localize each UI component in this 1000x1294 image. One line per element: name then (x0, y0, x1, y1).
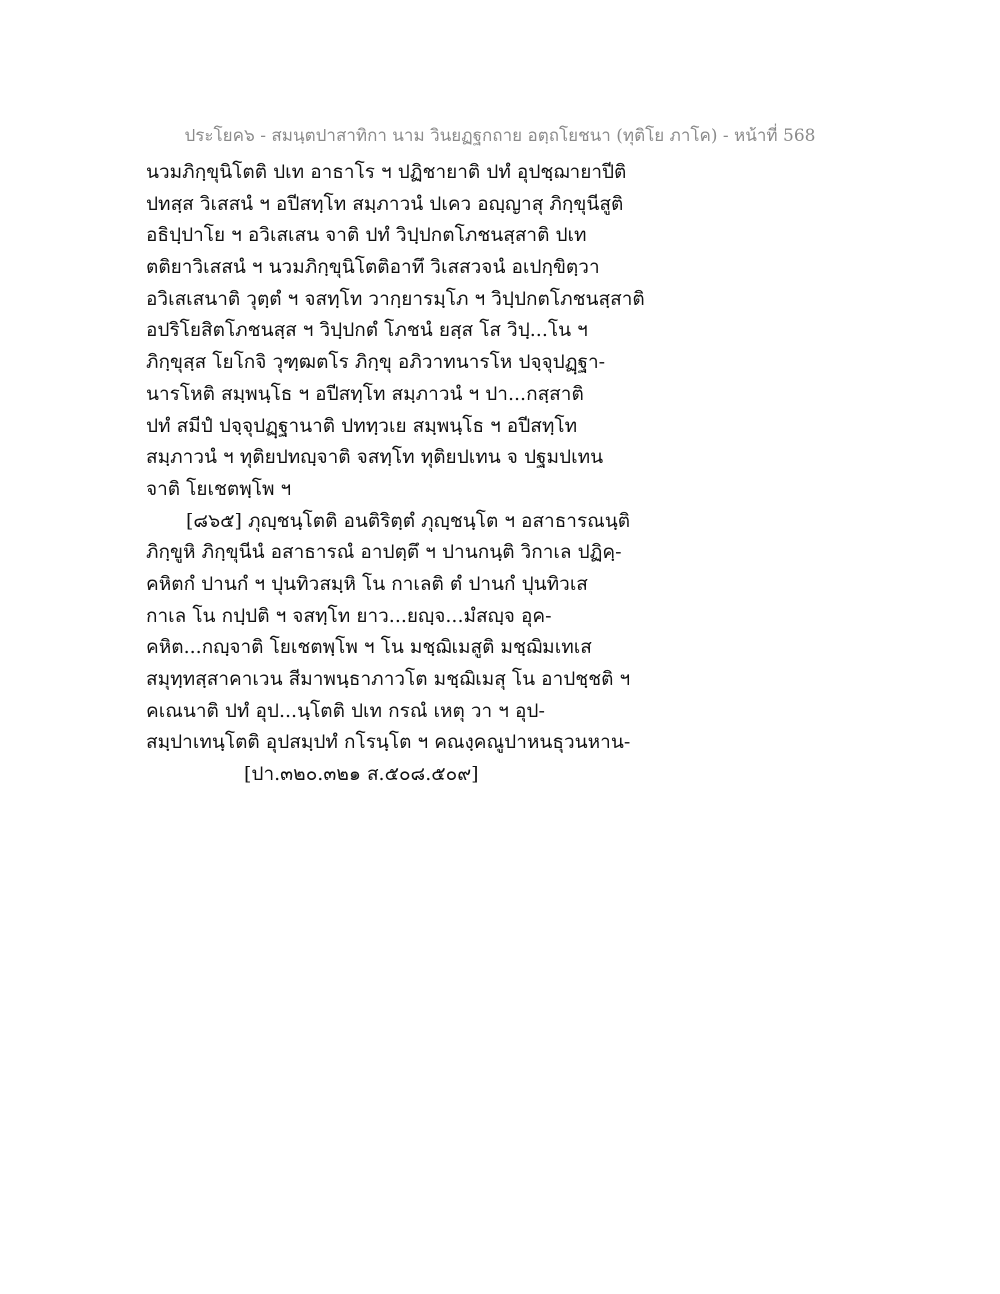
text-line: อปริโยสิตโภชนสฺส ฯ วิปฺปกตํ โภชนํ ยสฺส โส วิปฺ...โน ฯ (146, 319, 588, 342)
page-header: ประโยค๖ - สมนฺตปาสาทิกา นาม วินยฏฐกถาย อตฺถโยชนา (ทุติโย ภาโค) - หน้าที่ 568 (184, 126, 816, 146)
text-line: อธิปฺปาโย ฯ อวิเสเสน จาติ ปทํ วิปฺปกตโภชนสฺสาติ ปเท (146, 224, 587, 247)
text-line: ปทํ สมีปํ ปจฺจุปฏฺฐานาติ ปททฺวเย สมฺพนฺโธ ฯ อปีสทฺโท (146, 414, 578, 437)
reference-line: [ปา.๓๒๐.๓๒๑ ส.๕๐๘.๕๐๙] (244, 763, 479, 786)
paragraph-start-line: [๘๖๕] ภุญฺชนฺโตติ อนติริตฺตํ ภุญฺชนฺโต ฯ อสาธารณนฺติ (186, 509, 631, 532)
text-line: คหิต...กญฺจาติ โยเชตพฺโพ ฯ โน มชฺฌิเมสูติ มชฺฌิมเทเส (146, 636, 592, 659)
text-line: นวมภิกฺขุนิโตติ ปเท อาธาโร ฯ ปฏิชายาติ ปทํ อุปชฺฌายาปีติ (146, 161, 627, 183)
text-line: ภิกฺขูหิ ภิกฺขุนีนํ อสาธารณํ อาปตฺตึ ฯ ปานกนฺติ วิกาเล ปฏิคฺ- (146, 541, 622, 564)
text-line: สมุทฺทสฺสาคาเวน สีมาพนฺธาภาวโต มชฺฌิเมสุ โน อาปชฺชติ ฯ (146, 668, 631, 690)
text-line: คเณนาติ ปทํ อุป...นฺโตติ ปเท กรณํ เหตุ วา ฯ อุป- (146, 699, 545, 722)
text-line: คหิตกํ ปานกํ ฯ ปุนทิวสมฺหิ โน กาเลติ ตํ ปานกํ ปุนทิวเส (146, 572, 588, 595)
text-line: อวิเสเสนาติ วุตฺตํ ฯ จสทฺโท วากฺยารมฺโภ ฯ วิปฺปกตโภชนสฺสาติ (146, 287, 645, 310)
text-line: จาติ โยเชตพฺโพ ฯ (146, 477, 292, 500)
text-line: ปทสฺส วิเสสนํ ฯ อปีสทฺโท สมฺภาวนํ ปเคว อญฺญาสุ ภิกฺขุนีสูติ (146, 192, 624, 215)
text-line: สมฺภาวนํ ฯ ทุติยปทญฺจาติ จสทฺโท ทุติยปเทน จ ปฐมปเทน (146, 446, 604, 469)
text-line: สมฺปาเทนฺโตติ อุปสมฺปทํ กโรนฺโต ฯ คณงฺคณูปาหนธุวนหาน- (146, 731, 631, 754)
text-line: ตติยาวิเสสนํ ฯ นวมภิกฺขุนิโตติอาทึ วิเสสวจนํ อเปกฺขิตฺวา (146, 256, 600, 279)
text-line: นารโหติ สมฺพนฺโธ ฯ อปีสทฺโท สมฺภาวนํ ฯ ปา...กสฺสาติ (146, 382, 584, 405)
text-line: กาเล โน กปฺปติ ฯ จสทฺโท ยาว...ยญฺจ...มํสญฺจ อุค- (146, 604, 552, 627)
text-line: ภิกฺขุสฺส โยโกจิ วุฑฺฒตโร ภิกฺขุ อภิวาทนารโห ปจฺจุปฏฺฐา- (146, 351, 606, 374)
body-text (146, 157, 666, 791)
